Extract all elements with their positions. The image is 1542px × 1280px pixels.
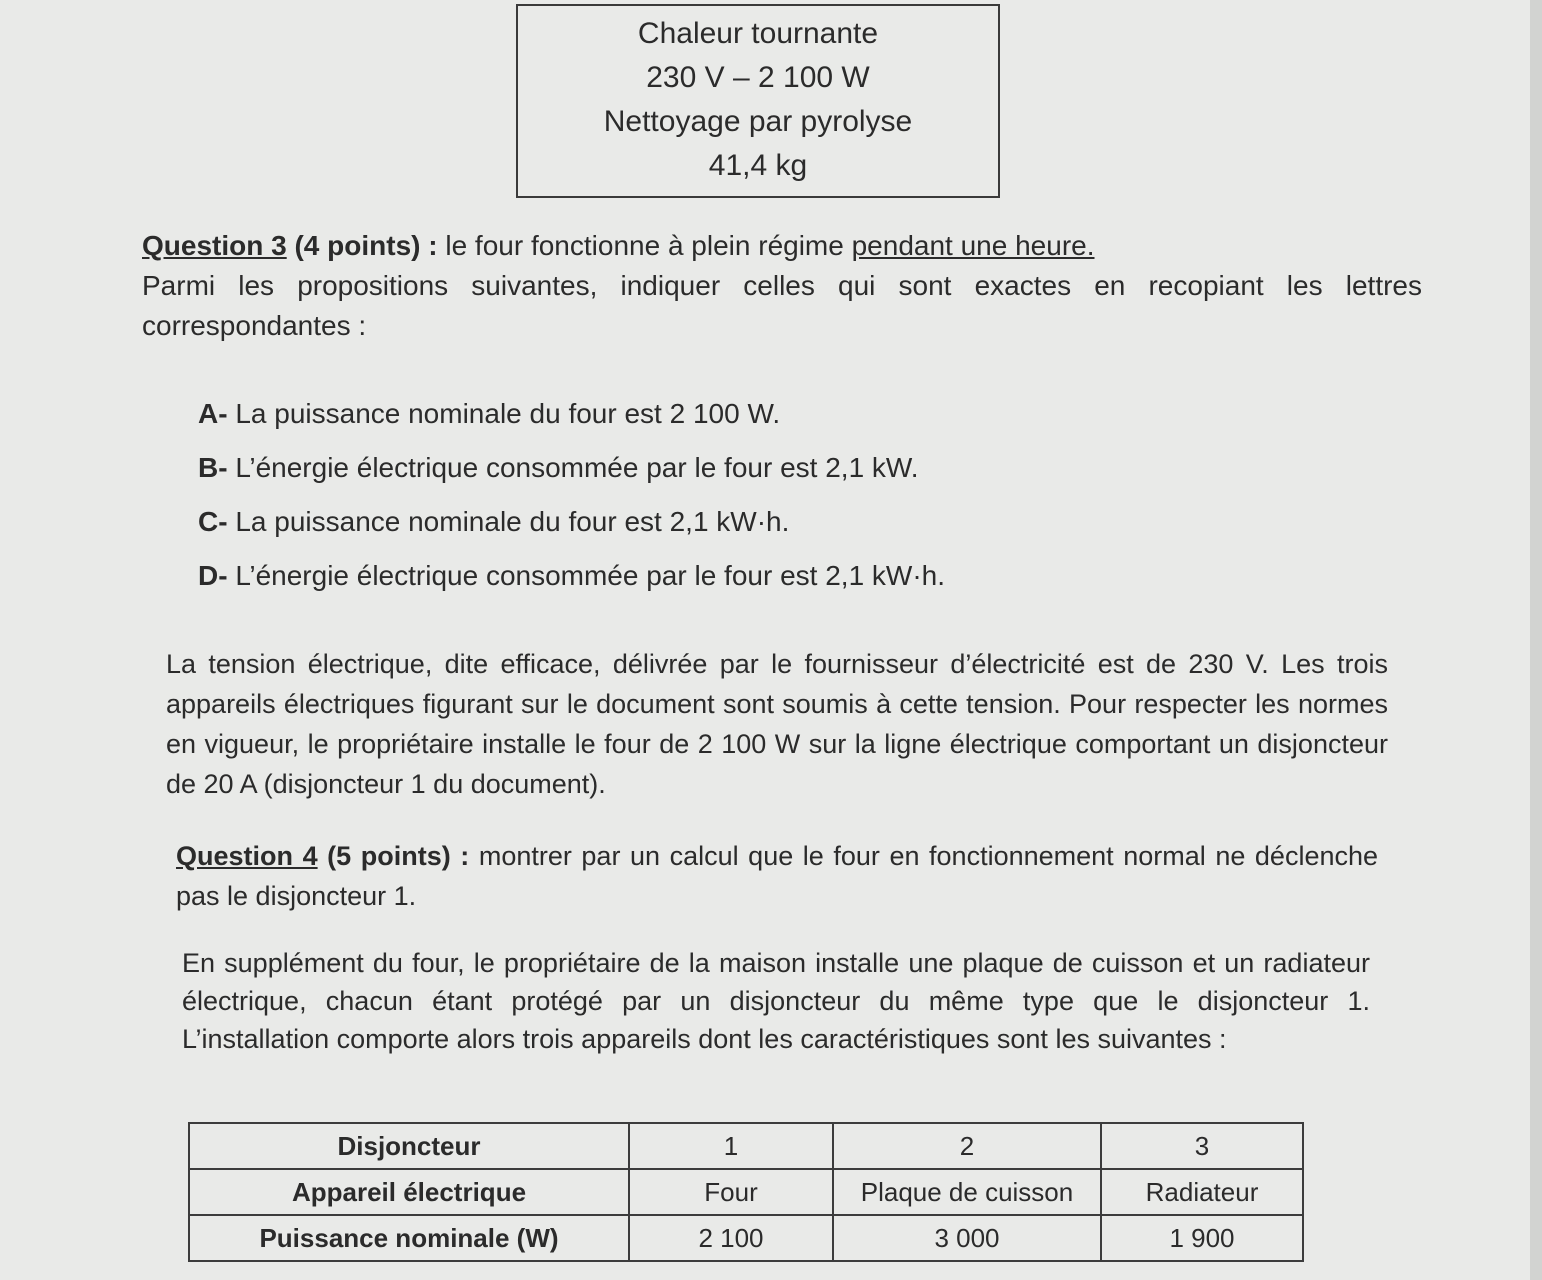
question-4-text: montrer par un calcul que le four en fonctionnement normal ne déclenche pas le disjoncteur 1. — [176, 841, 1379, 911]
row-header: Puissance nominale (W) — [189, 1215, 629, 1261]
table-row — [189, 1123, 1303, 1169]
answer-options — [198, 392, 945, 608]
spec-line: 230 V – 2 100 W — [646, 61, 870, 94]
option-c: C- La puissance nominale du four est 2,1 kW·h. — [198, 506, 790, 537]
question-3-points: (4 points) : — [286, 230, 438, 261]
appliance-table — [188, 1122, 1304, 1262]
table-cell: 3 — [1101, 1123, 1303, 1169]
option-b: B- L’énergie électrique consommée par le four est 2,1 kW. — [198, 452, 919, 483]
question-4-points: (5 points) : — [317, 841, 470, 871]
paragraph-installation: En supplément du four, le propriétaire de la maison installe une plaque de cuisson et un radiateur électrique, chacun étant protégé par un disjoncteur du même type que le disjoncteur 1. L’installation comporte alors trois appareils dont les caractéristiques sont les suivantes : — [182, 948, 1370, 1054]
table-row — [189, 1215, 1303, 1261]
spec-line: 41,4 kg — [708, 149, 808, 182]
table-cell: 2 — [833, 1123, 1101, 1169]
spec-line: Nettoyage par pyrolyse — [603, 105, 913, 138]
question-3 — [142, 226, 1422, 346]
oven-spec-box — [516, 4, 1000, 198]
question-3-label: Question 3 — [142, 230, 287, 261]
question-3-heading — [142, 226, 1422, 266]
row-header: Disjoncteur — [189, 1123, 629, 1169]
option-a: A- La puissance nominale du four est 2 100 W. — [198, 398, 781, 429]
table-cell: Four — [629, 1169, 833, 1215]
table-row — [189, 1169, 1303, 1215]
option-d: D- L’énergie électrique consommée par le four est 2,1 kW·h. — [198, 560, 946, 591]
table-cell: 3 000 — [833, 1215, 1101, 1261]
table-cell: 1 900 — [1101, 1215, 1303, 1261]
question-4-label: Question 4 — [176, 841, 318, 871]
table-cell: Plaque de cuisson — [833, 1169, 1101, 1215]
table-cell: Radiateur — [1101, 1169, 1303, 1215]
table-cell: 2 100 — [629, 1215, 833, 1261]
question-4 — [176, 836, 1378, 916]
paragraph-voltage: La tension électrique, dite efficace, délivrée par le fournisseur d’électricité est de 230 V. Les trois appareils électriques figurant sur le document sont soumis à cette tension. Pour respecter les normes en vigueur, le propriétaire installe le four de 2 100 W sur la ligne électrique comportant un disjoncteur de 20 A (disjoncteur 1 du document). — [166, 649, 1388, 799]
spec-line: Chaleur tournante — [637, 17, 879, 50]
page-edge — [1530, 0, 1542, 1280]
question-3-instruction: Parmi les propositions suivantes, indiquer celles qui sont exactes en recopiant les lettres correspondantes : — [142, 270, 1422, 341]
question-3-underlined: pendant une heure. — [851, 230, 1095, 261]
question-3-text: le four fonctionne à plein régime — [437, 230, 852, 261]
table-cell: 1 — [629, 1123, 833, 1169]
row-header: Appareil électrique — [189, 1169, 629, 1215]
